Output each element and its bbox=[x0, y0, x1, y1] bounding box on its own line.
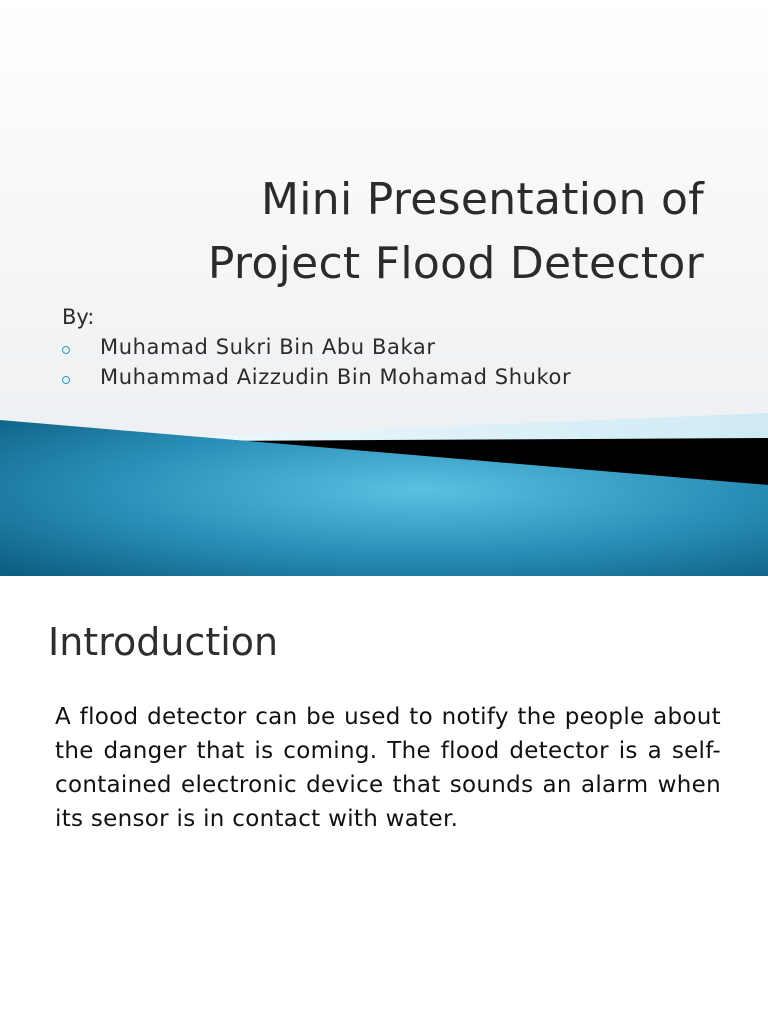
title-line-1: Mini Presentation of bbox=[260, 174, 704, 225]
hollow-circle-bullet-icon bbox=[62, 346, 70, 354]
decorative-banner bbox=[0, 405, 768, 576]
intro-heading: Introduction bbox=[48, 620, 279, 664]
list-item bbox=[62, 362, 571, 392]
hollow-circle-bullet-icon bbox=[62, 376, 70, 384]
author-list bbox=[62, 332, 571, 392]
introduction-slide bbox=[0, 576, 768, 1024]
by-label: By: bbox=[62, 305, 95, 329]
author-name: Muhamad Sukri Bin Abu Bakar bbox=[100, 335, 436, 359]
author-name: Muhammad Aizzudin Bin Mohamad Shukor bbox=[100, 365, 572, 389]
list-item bbox=[62, 332, 571, 362]
title-line-2: Project Flood Detector bbox=[207, 238, 704, 289]
intro-body-text: A flood detector can be used to notify the people about the danger that is coming. The flood detector is a self-contained electronic device that sounds an alarm when its sensor is in contact with water. bbox=[55, 704, 721, 832]
slide-title bbox=[64, 168, 704, 296]
